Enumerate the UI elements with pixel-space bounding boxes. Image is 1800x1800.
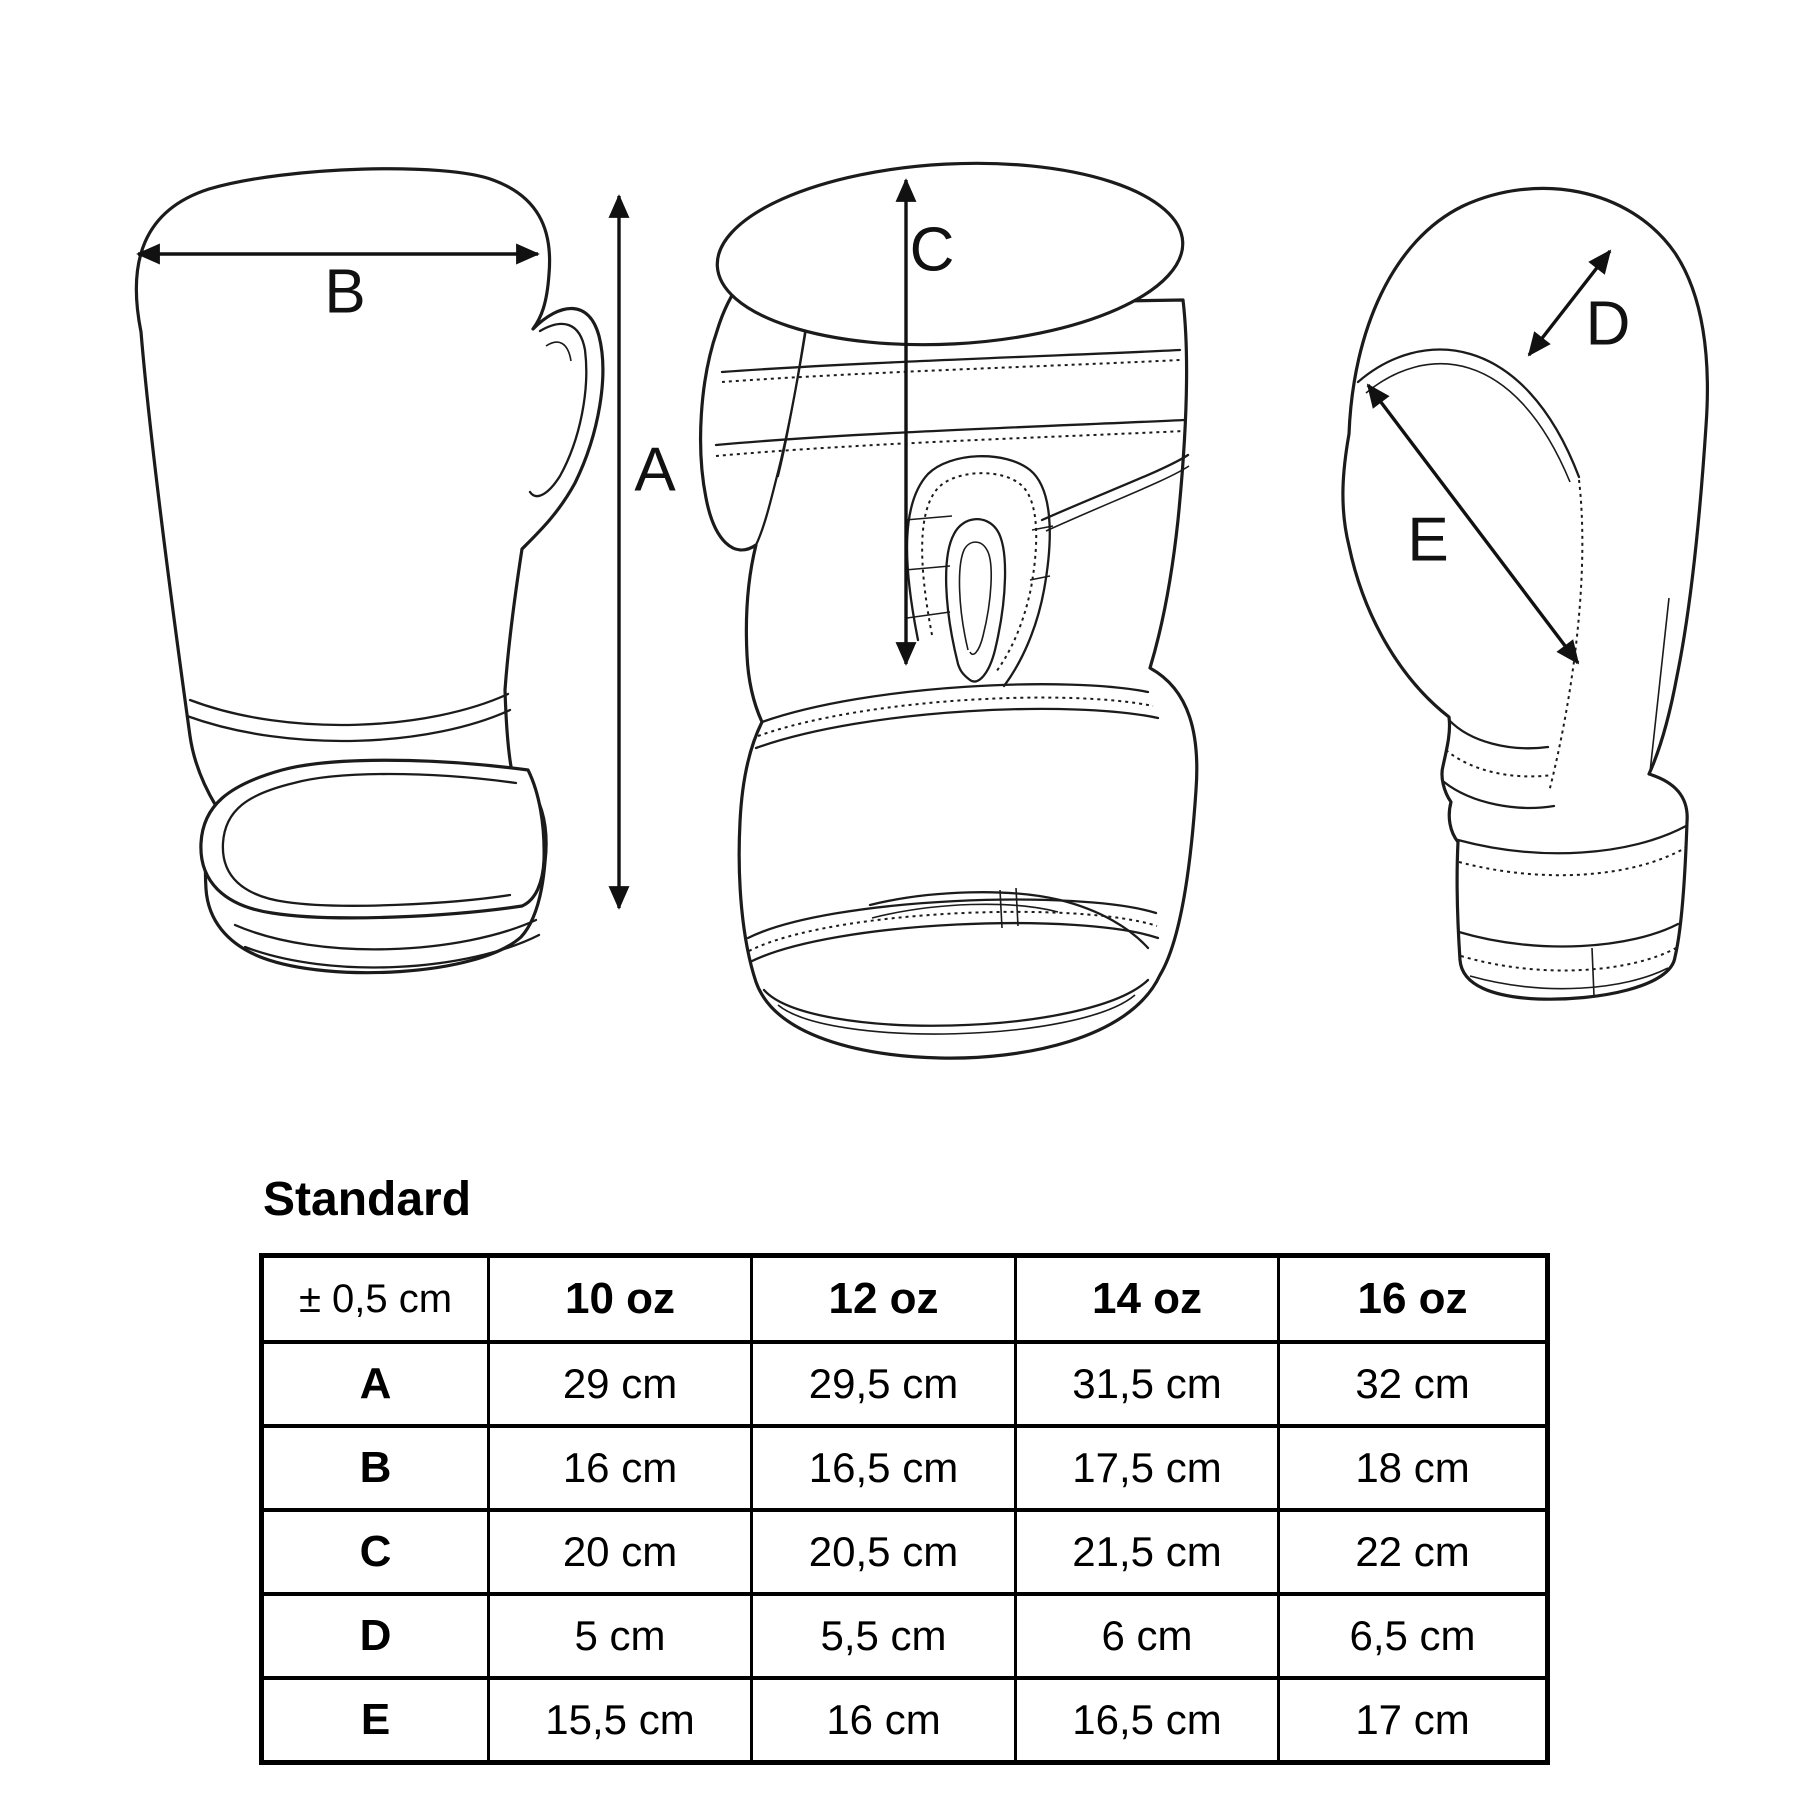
tolerance-cell: ± 0,5 cm: [262, 1256, 489, 1343]
table-header-row: [262, 1256, 1548, 1343]
column-header-10oz: 10 oz: [489, 1256, 752, 1343]
table-row: [262, 1678, 1548, 1763]
value-cell: 18 cm: [1279, 1426, 1548, 1510]
column-header-16oz: 16 oz: [1279, 1256, 1548, 1343]
dimension-label-a: A: [634, 435, 676, 505]
table-row: [262, 1426, 1548, 1510]
row-label-d: D: [262, 1594, 489, 1678]
value-cell: 29,5 cm: [752, 1342, 1016, 1426]
value-cell: 16 cm: [489, 1426, 752, 1510]
value-cell: 15,5 cm: [489, 1678, 752, 1763]
value-cell: 31,5 cm: [1016, 1342, 1279, 1426]
column-header-12oz: 12 oz: [752, 1256, 1016, 1343]
value-cell: 16,5 cm: [752, 1426, 1016, 1510]
value-cell: 29 cm: [489, 1342, 752, 1426]
value-cell: 17 cm: [1279, 1678, 1548, 1763]
size-table-section: [259, 1172, 1551, 1765]
value-cell: 6 cm: [1016, 1594, 1279, 1678]
dimension-label-b: B: [324, 257, 366, 327]
size-table: [259, 1253, 1550, 1765]
dimension-label-e: E: [1407, 505, 1449, 575]
value-cell: 17,5 cm: [1016, 1426, 1279, 1510]
value-cell: 16,5 cm: [1016, 1678, 1279, 1763]
glove-back-view: [136, 169, 603, 973]
value-cell: 5 cm: [489, 1594, 752, 1678]
value-cell: 21,5 cm: [1016, 1510, 1279, 1594]
value-cell: 20 cm: [489, 1510, 752, 1594]
value-cell: 5,5 cm: [752, 1594, 1016, 1678]
table-title: Standard: [263, 1173, 472, 1226]
row-label-a: A: [262, 1342, 489, 1426]
table-row: [262, 1510, 1548, 1594]
dimension-label-d: D: [1585, 289, 1631, 359]
column-header-14oz: 14 oz: [1016, 1256, 1279, 1343]
row-label-e: E: [262, 1678, 489, 1763]
row-label-b: B: [262, 1426, 489, 1510]
glove-palm-view: [701, 152, 1197, 1058]
value-cell: 22 cm: [1279, 1510, 1548, 1594]
value-cell: 6,5 cm: [1279, 1594, 1548, 1678]
value-cell: 20,5 cm: [752, 1510, 1016, 1594]
table-row: [262, 1342, 1548, 1426]
dimension-label-c: C: [909, 215, 955, 285]
value-cell: 16 cm: [752, 1678, 1016, 1763]
value-cell: 32 cm: [1279, 1342, 1548, 1426]
table-row: [262, 1594, 1548, 1678]
row-label-c: C: [262, 1510, 489, 1594]
